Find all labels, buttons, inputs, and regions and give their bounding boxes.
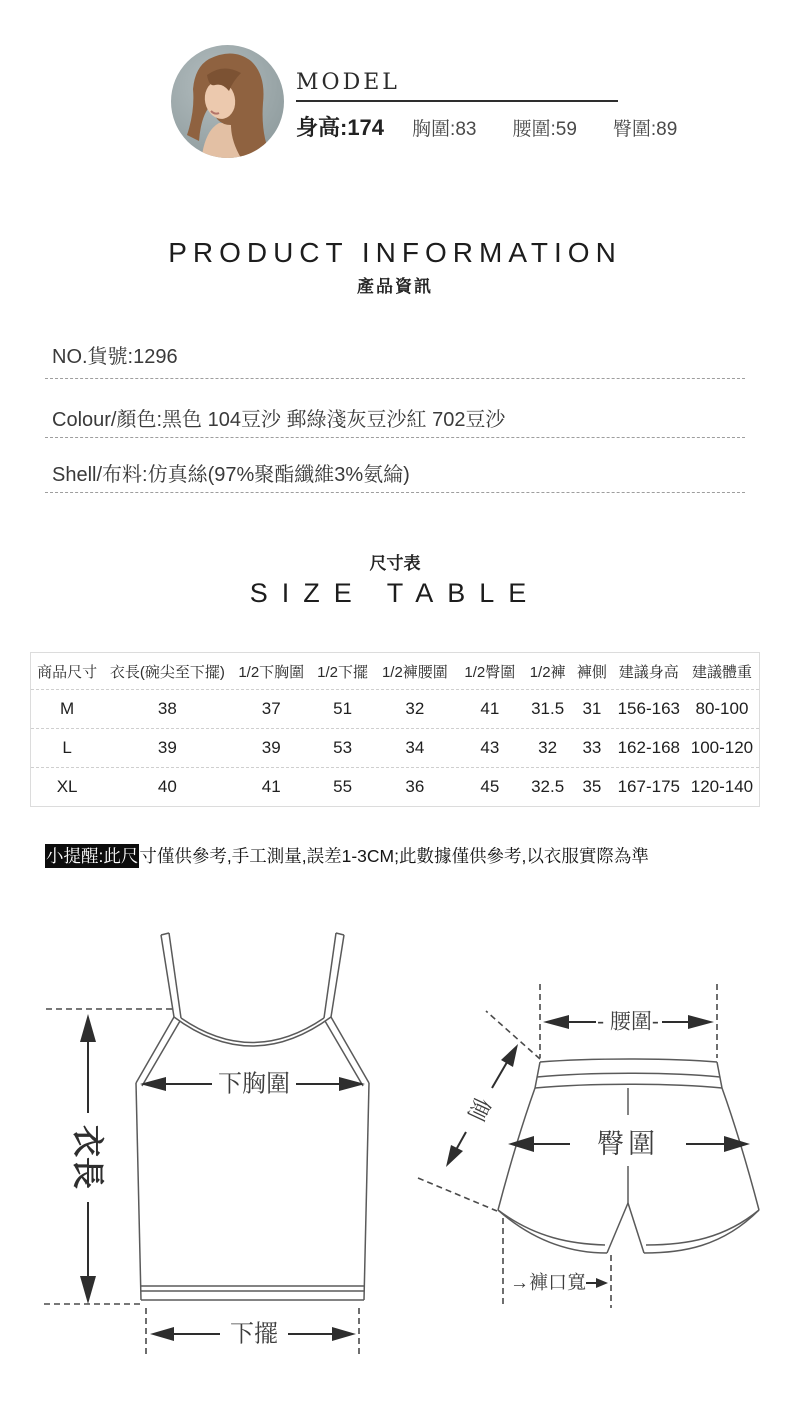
arrow-left-icon [508, 1136, 534, 1152]
size-table-cell: 39 [261, 738, 281, 757]
size-table-header-cell: 1/2臀圍 [464, 663, 516, 681]
arrow-left-icon [543, 1015, 569, 1029]
model-photo-art [171, 45, 284, 158]
colour-line: Colour/顏色:黑色 104豆沙 郵綠淺灰豆沙紅 702豆沙 [52, 409, 506, 431]
leg-opening-arrow [510, 1272, 608, 1294]
size-note [45, 843, 649, 868]
size-table-cell: 156-163 [617, 699, 680, 718]
model-title: MODEL [296, 70, 400, 95]
size-table-cell: 120-140 [690, 777, 754, 796]
size-table-cell: 32.5 [531, 777, 565, 796]
size-table-header-row [31, 653, 759, 689]
arrow-left-icon [150, 1327, 174, 1341]
arrow-left-icon [140, 1077, 166, 1091]
model-height: 身高:174 [296, 115, 385, 140]
size-table-row [31, 689, 759, 728]
size-table-cell: 32 [405, 699, 425, 718]
size-table-header-cell: 1/2褲 [529, 663, 566, 681]
arrow-up-right-icon [501, 1044, 518, 1067]
model-underline [296, 100, 618, 102]
size-table-cell: 35 [582, 777, 602, 796]
size-table-cell: 34 [405, 738, 425, 757]
size-table-cell: 41 [480, 699, 500, 718]
item-number: NO.貨號:1296 [52, 346, 178, 368]
model-bust: 胸圍:83 [412, 119, 477, 140]
size-table-header-cell: 1/2褲腰圍 [381, 663, 448, 681]
size-table-cell: 51 [333, 699, 353, 718]
arrow-down-icon [80, 1276, 96, 1304]
model-waist: 腰圍:59 [512, 119, 577, 140]
size-table-title-zh: 尺寸表 [369, 554, 421, 573]
waist-label: - 腰圍- [597, 1010, 659, 1034]
arrow-right-icon [332, 1327, 356, 1341]
shell-line: Shell/布料:仿真絲(97%聚酯纖維3%氨綸) [52, 464, 410, 486]
size-table-header-cell: 建議身高 [618, 663, 679, 681]
divider-dashed [45, 437, 745, 438]
size-table-cell: 32 [538, 738, 558, 757]
camisole-outline [136, 933, 369, 1300]
model-hip: 臀圍:89 [612, 119, 678, 140]
size-table-cell: 40 [157, 777, 177, 796]
size-table-row [31, 728, 759, 767]
size-table-cell: M [60, 699, 75, 718]
size-table-header-cell: 1/2下胸圍 [238, 663, 305, 681]
size-table [30, 652, 760, 807]
size-table-cell: 43 [480, 738, 500, 757]
section-title-en: PRODUCT INFORMATION [168, 237, 622, 268]
size-table-cell: 53 [333, 738, 353, 757]
size-table-header-cell: 褲側 [576, 663, 607, 681]
size-table-cell: 100-120 [690, 738, 754, 757]
shorts-diagram [400, 950, 790, 1365]
section-title-zh: 產品資訊 [357, 277, 433, 296]
size-table-header-cell: 1/2下擺 [317, 663, 369, 681]
size-table-header-cell: 衣長(碗尖至下擺) [109, 663, 225, 681]
size-table-cell: 167-175 [617, 777, 680, 796]
side-label: 側 [463, 1093, 495, 1125]
size-note-highlight: 小提醒:此尺 [46, 846, 139, 866]
arrow-down-left-icon [446, 1145, 463, 1167]
size-table-cell: XL [56, 777, 78, 796]
camisole-diagram [40, 920, 400, 1370]
size-table-cell: 45 [480, 777, 500, 796]
length-label: 衣長 [70, 1124, 106, 1190]
size-table-row [31, 767, 759, 806]
size-table-cell: 38 [157, 699, 177, 718]
leg-opening-label: →褲口寬 [509, 1272, 587, 1294]
arrow-right-icon [688, 1015, 714, 1029]
size-table-title-en: SIZE TABLE [249, 578, 541, 608]
size-table-header-cell: 建議體重 [691, 663, 752, 681]
model-stats [296, 111, 678, 142]
divider-dashed [45, 492, 745, 493]
hip-arrow [508, 1129, 750, 1159]
size-table-cell: L [62, 738, 72, 757]
size-table-header-cell: 商品尺寸 [37, 663, 98, 681]
hem-arrow [150, 1321, 356, 1348]
size-table-cell: 36 [405, 777, 425, 796]
hip-label: 臀圍 [597, 1129, 659, 1159]
shorts-guide-lines [418, 984, 717, 1308]
side-arrow [446, 1044, 518, 1167]
length-arrow [70, 1014, 106, 1304]
size-table-cell: 80-100 [695, 699, 749, 718]
waist-arrow [543, 1011, 714, 1034]
divider-dashed [45, 378, 745, 379]
size-table-cell: 37 [261, 699, 281, 718]
arrow-right-icon [724, 1136, 750, 1152]
model-photo [171, 45, 284, 158]
size-table-cell: 33 [582, 738, 602, 757]
size-table-cell: 39 [157, 738, 177, 757]
size-table-cell: 41 [261, 777, 281, 796]
arrow-right-icon [339, 1077, 365, 1091]
size-table-cell: 162-168 [617, 738, 680, 757]
size-table-cell: 55 [333, 777, 353, 796]
size-table-cell: 31 [582, 699, 602, 718]
arrow-right-icon [596, 1278, 608, 1288]
underbust-arrow [140, 1071, 365, 1098]
underbust-label: 下胸圍 [218, 1070, 290, 1098]
size-note-rest: 寸僅供參考,手工測量,誤差1-3CM;此數據僅供參考,以衣服實際為準 [139, 846, 649, 866]
arrow-up-icon [80, 1014, 96, 1042]
hem-label: 下擺 [230, 1320, 278, 1348]
size-table-cell: 31.5 [531, 699, 565, 718]
model-header [296, 70, 678, 142]
